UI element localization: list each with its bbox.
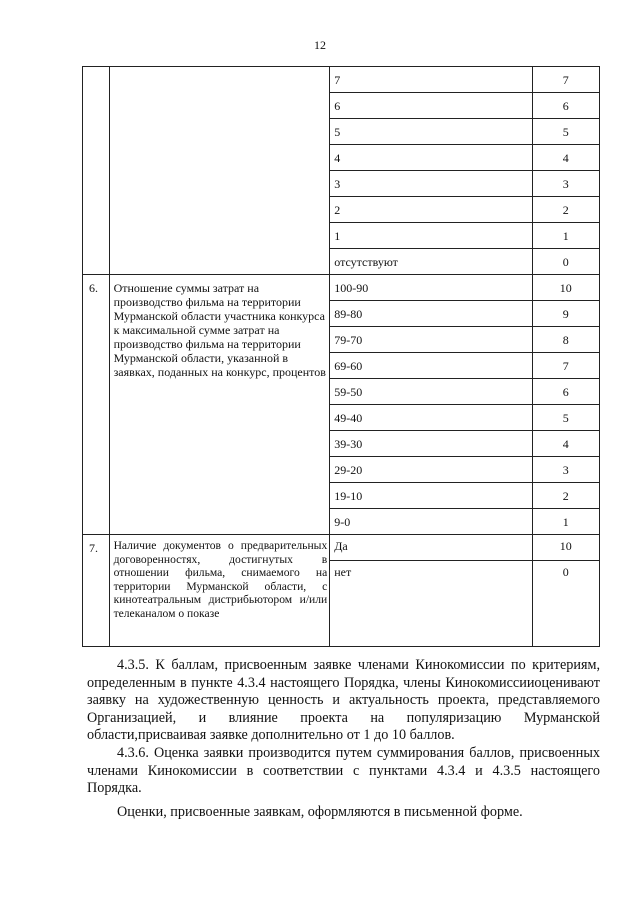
table-cell-value: 3 bbox=[330, 171, 532, 197]
paragraph-4-3-6: 4.3.6. Оценка заявки производится путем суммирования баллов, присвоенных членами Кинокомиссии в соответствии с пунктами 4.3.4 и 4.3.5 настоящего Порядка. bbox=[87, 744, 600, 797]
table-cell-value: 1 bbox=[330, 223, 532, 249]
table-cell-value: 69-60 bbox=[330, 353, 532, 379]
table-cell-points: 8 bbox=[532, 327, 599, 353]
paragraph-4-3-5: 4.3.5. К баллам, присвоенным заявке членами Кинокомиссии по критериям, определенным в пункте 4.3.4 настоящего Порядка, члены Кинокомиссииоценивают заявку на художественную ценность и актуальность проекта, представляемого Организацией, и влияние проекта на популяризацию Мурманской области,присваивая заявке дополнительно от 1 до 10 баллов. bbox=[87, 657, 600, 744]
table-cell-value: 89-80 bbox=[330, 301, 532, 327]
body-text bbox=[87, 657, 600, 821]
table-cell-points: 6 bbox=[532, 93, 599, 119]
table-cell-points: 9 bbox=[532, 301, 599, 327]
table-cell-points: 1 bbox=[532, 509, 599, 535]
table-cell-points: 3 bbox=[532, 457, 599, 483]
criterion-6-text: Отношение суммы затрат на производство фильма на территории Мурманской области участника конкурса к максимальной сумме затрат на производство фильма на территории Мурманской области, указанной в заявках, поданных на конкурс, процентов bbox=[109, 275, 330, 535]
page-number: 12 bbox=[314, 38, 326, 52]
table-cell-value: 6 bbox=[330, 93, 532, 119]
table-cell-value: отсутствуют bbox=[330, 249, 532, 275]
table-cell-points: 2 bbox=[532, 483, 599, 509]
table-cell-points: 10 bbox=[532, 275, 599, 301]
table-cell-points: 5 bbox=[532, 405, 599, 431]
table-cell-points: 6 bbox=[532, 379, 599, 405]
table-cell-value: 5 bbox=[330, 119, 532, 145]
table-cell-points: 4 bbox=[532, 431, 599, 457]
table-cell-value: 7 bbox=[330, 67, 532, 93]
criterion-7-text: Наличие документов о предварительных договоренностях, достигнутых в отношении фильма, снимаемого на территории Мурманской области, с кинотеатральным дистрибьютором и/или телеканалом о показе bbox=[109, 535, 330, 647]
table-cell-value: 19-10 bbox=[330, 483, 532, 509]
table-cell-points: 10 bbox=[532, 535, 599, 561]
table-cell-points: 3 bbox=[532, 171, 599, 197]
criterion-7-number: 7. bbox=[83, 535, 110, 647]
table-cell-value: 9-0 bbox=[330, 509, 532, 535]
table-cell-criterion bbox=[109, 67, 330, 275]
table-cell-value: 29-20 bbox=[330, 457, 532, 483]
table-cell-points: 4 bbox=[532, 145, 599, 171]
table-cell-value: Да bbox=[330, 535, 532, 561]
table-cell-points: 1 bbox=[532, 223, 599, 249]
table-cell-value: 2 bbox=[330, 197, 532, 223]
table-cell-points: 0 bbox=[532, 249, 599, 275]
criteria-table bbox=[82, 66, 600, 647]
table-cell-value: 100-90 bbox=[330, 275, 532, 301]
table-cell-points: 0 bbox=[532, 561, 599, 647]
table-cell-value: 39-30 bbox=[330, 431, 532, 457]
table-cell-points: 5 bbox=[532, 119, 599, 145]
table-cell-value: нет bbox=[330, 561, 532, 647]
table-cell-value: 79-70 bbox=[330, 327, 532, 353]
paragraph-final: Оценки, присвоенные заявкам, оформляются в письменной форме. bbox=[117, 803, 523, 820]
table-cell-points: 7 bbox=[532, 353, 599, 379]
table-cell-points: 7 bbox=[532, 67, 599, 93]
criterion-6-number: 6. bbox=[83, 275, 110, 535]
table-cell-value: 4 bbox=[330, 145, 532, 171]
table-cell-value: 59-50 bbox=[330, 379, 532, 405]
table-cell-number bbox=[83, 67, 110, 275]
table-cell-value: 49-40 bbox=[330, 405, 532, 431]
table-cell-points: 2 bbox=[532, 197, 599, 223]
